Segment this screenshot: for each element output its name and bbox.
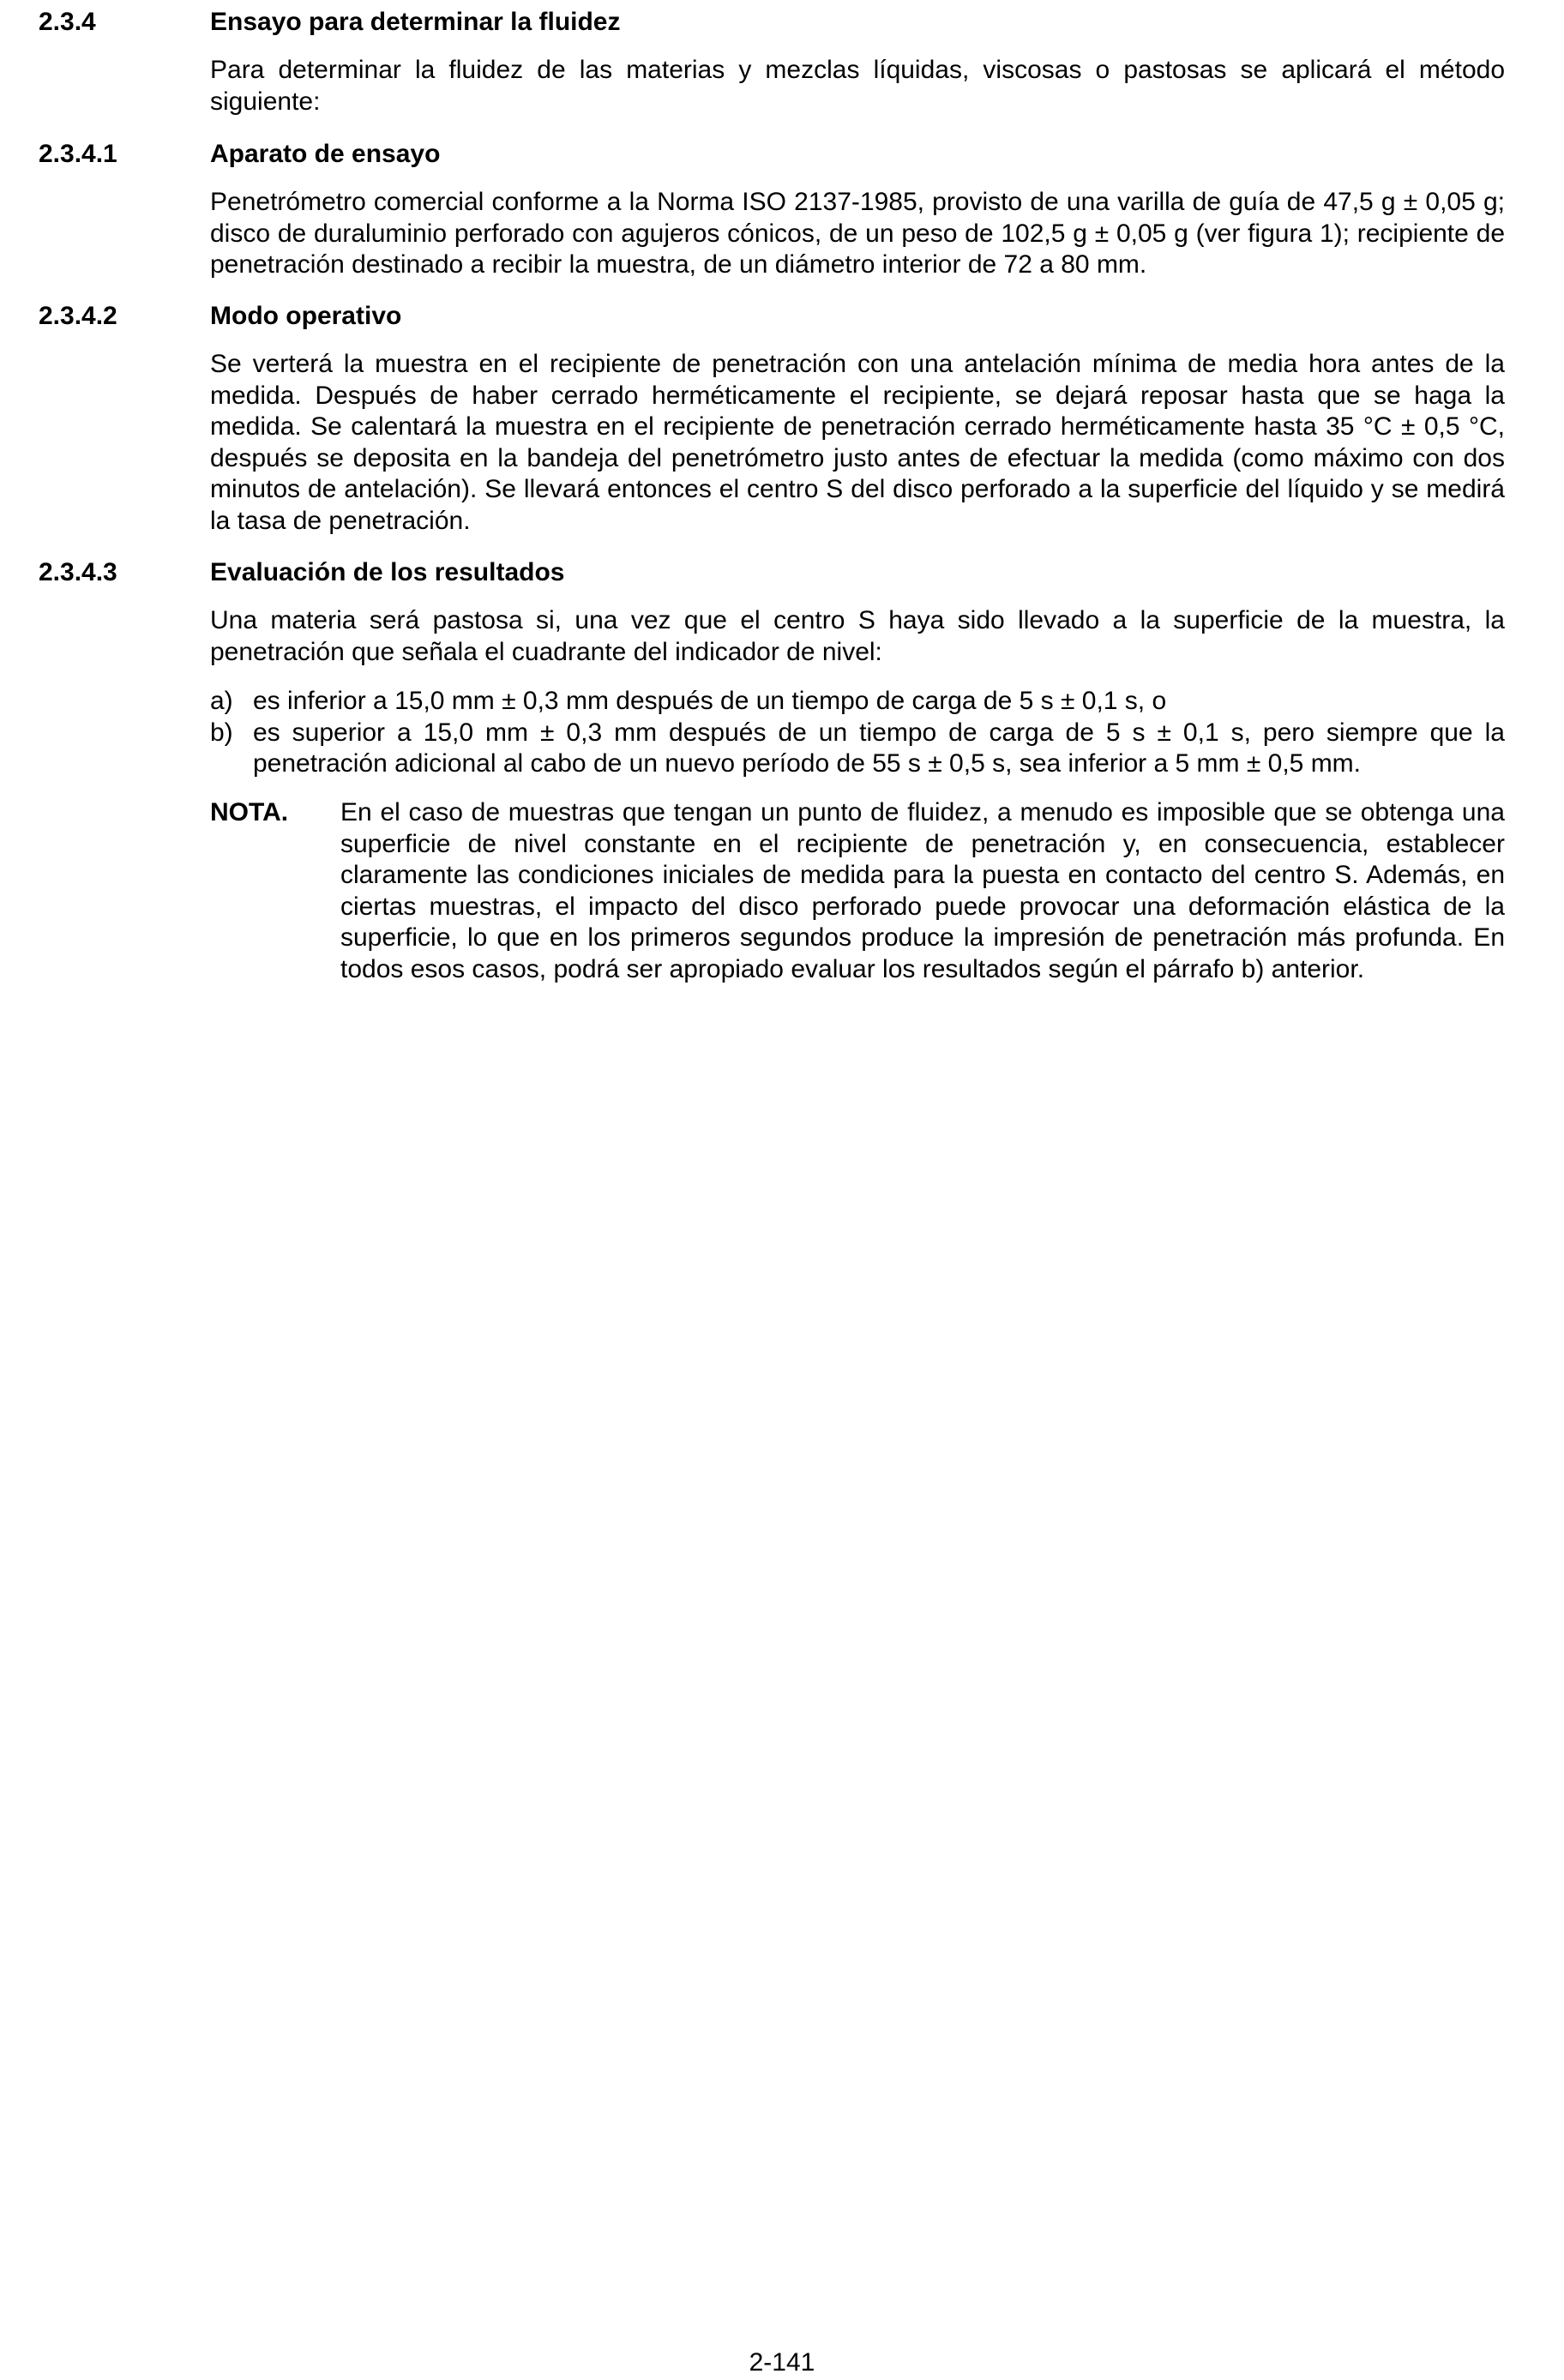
page-number: 2-141 [749,2348,815,2377]
note-label: NOTA. [210,798,289,826]
section-heading-2-3-4 [39,7,1513,38]
section-number: 2.3.4.2 [39,302,117,330]
section-heading-2-3-4-2 [39,301,1513,332]
section-number: 2.3.4 [39,8,96,36]
section-title: Evaluación de los resultados [210,558,565,586]
list-item [210,686,1505,718]
note-text: En el caso de muestras que tengan un punto de fluidez, a menudo es imposible que se obtenga una superficie de nivel constante en el recipiente de penetración y, en consecuencia, establecer claramente las condiciones iniciales de medida para la puesta en contacto del centro S. Además, en ciertas muestras, el impacto del disco perforado puede provocar una deformación elástica de la superficie, lo que en los primeros segundos produce la impresión de penetración más profunda. En todos esos casos, podrá ser apropiado evaluar los resultados según el párrafo b) anterior. [340,798,1505,983]
procedure-paragraph: Se verterá la muestra en el recipiente de penetración con una antelación mínima de media hora antes de la medida. Después de haber cerrado herméticamente el recipiente, se dejará reposar hasta que se haga la medida. Se calentará la muestra en el recipiente de penetración cerrado herméticamente hasta 35 °C ± 0,5 °C, después se deposita en la bandeja del penetrómetro justo antes de efectuar la medida (como máximo con dos minutos de antelación). Se llevará entonces el centro S del disco perforado a la superficie del líquido y se medirá la tasa de penetración. [210,350,1505,535]
apparatus-paragraph: Penetrómetro comercial conforme a la Norma ISO 2137-1985, provisto de una varilla de guía de 47,5 g ± 0,05 g; disco de duraluminio perforado con agujeros cónicos, de un peso de 102,5 g ± 0,05 g (ver figura 1); recipiente de penetración destinado a recibir la muestra, de un diámetro interior de 72 a 80 mm. [210,188,1505,279]
list-item-text: es inferior a 15,0 mm ± 0,3 mm después de un tiempo de carga de 5 s ± 0,1 s, o [253,687,1167,715]
section-title: Modo operativo [210,302,402,330]
list-item [210,718,1505,780]
note-block [210,797,1505,986]
section-heading-2-3-4-1 [39,139,1513,170]
list-marker: a) [210,687,233,715]
section-intro-paragraph: Para determinar la fluidez de las materias y mezclas líquidas, viscosas o pastosas se aplicará el método siguiente: [210,56,1505,116]
section-number: 2.3.4.1 [39,140,117,168]
section-number: 2.3.4.3 [39,558,117,586]
section-title: Ensayo para determinar la fluidez [210,8,621,36]
list-item-text: es superior a 15,0 mm ± 0,3 mm después de un tiempo de carga de 5 s ± 0,1 s, pero siempre que la penetración adicional al cabo de un nuevo período de 55 s ± 0,5 s, sea inferior a 5 mm ± 0,5 mm. [253,718,1505,778]
list-marker: b) [210,718,233,747]
evaluation-paragraph: Una materia será pastosa si, una vez que el centro S haya sido llevado a la superficie de la muestra, la penetración que señala el cuadrante del indicador de nivel: [210,606,1505,666]
section-title: Aparato de ensayo [210,140,441,168]
criteria-list [210,686,1505,780]
section-heading-2-3-4-3 [39,557,1513,588]
